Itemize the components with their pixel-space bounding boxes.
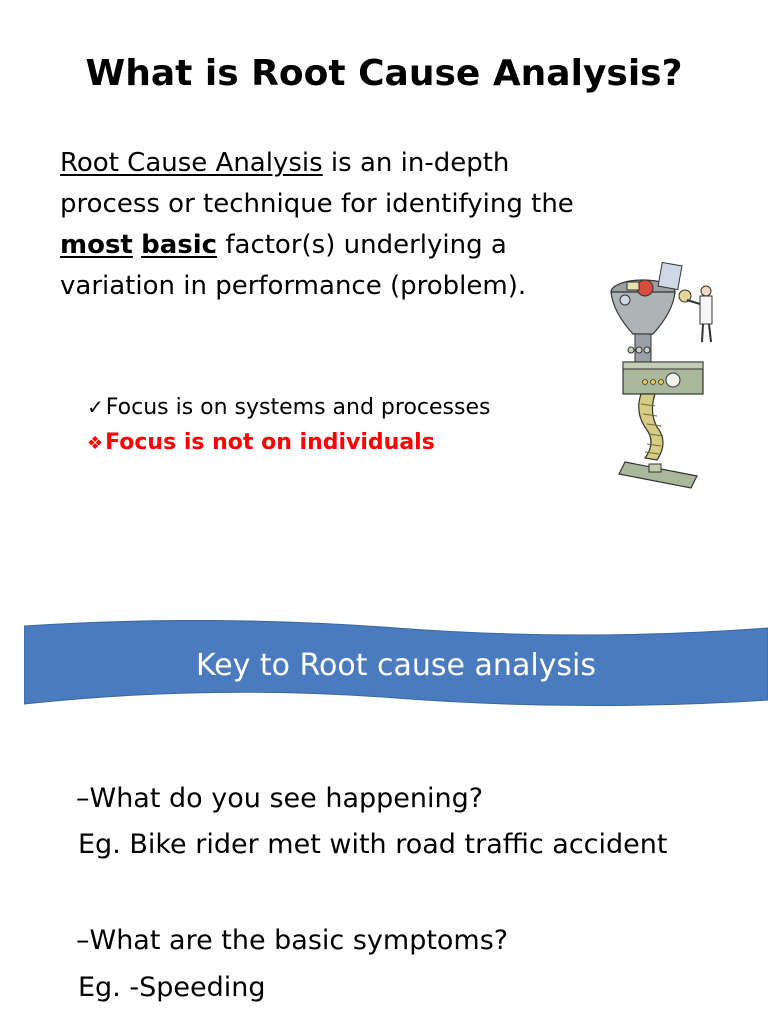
question-2: –What are the basic symptoms?: [76, 925, 509, 956]
page-title: What is Root Cause Analysis?: [85, 53, 683, 94]
funnel-machine-illustration: [605, 262, 730, 497]
bullet-individuals: [87, 427, 435, 460]
intro-text-2: factor(s) underlying a variation in performance (problem).: [60, 230, 527, 301]
example-2: Eg. -Speeding: [78, 972, 266, 1003]
diamond-bullet-icon: ❖: [87, 433, 104, 454]
checkmark-icon: ✓: [87, 395, 104, 419]
question-1: –What do you see happening?: [76, 783, 484, 814]
bullet-systems: [87, 391, 490, 424]
word-basic: basic: [141, 230, 218, 260]
intro-paragraph: [60, 143, 580, 307]
term-root-cause-analysis: Root Cause Analysis: [60, 148, 323, 178]
bullet-individuals-text: Focus is not on individuals: [105, 430, 435, 455]
banner-title: Key to Root cause analysis: [195, 648, 597, 683]
word-most: most: [60, 230, 133, 260]
bullet-systems-text: Focus is on systems and processes: [105, 395, 491, 420]
intro-text-1: is an in-depth process or technique for identifying the: [60, 148, 574, 219]
example-1: Eg. Bike rider met with road traffic accident: [78, 829, 668, 860]
